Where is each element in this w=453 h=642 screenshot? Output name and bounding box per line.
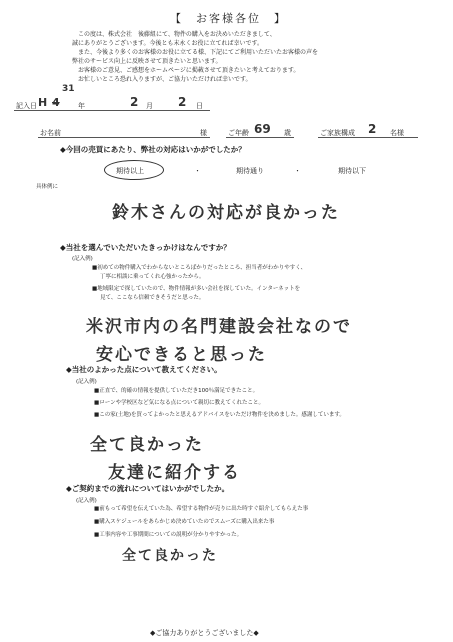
q4-example-label: (記入例): [76, 498, 97, 504]
q2-example-label: (記入例): [72, 256, 93, 262]
honorific: 様: [200, 129, 207, 137]
q4-question: ◆ご契約までの流れについてはいかがでしたか。: [66, 484, 230, 493]
q3-answer-line: 友達に紹介する: [108, 463, 241, 483]
age-value: 69: [254, 122, 271, 136]
intro-line: この度は、株式会社 後藤組にて、物件の購入をお決めいただきまして、: [78, 31, 276, 38]
age-unit: 歳: [284, 129, 291, 137]
q3-example-label: (記入例): [76, 379, 97, 385]
family-underline: [318, 137, 418, 138]
age-label: ご年齢: [228, 129, 249, 137]
year-struck-out: 4: [52, 96, 60, 109]
q1-separator: ・: [194, 167, 201, 175]
q1-option-below[interactable]: 期待以下: [338, 167, 366, 175]
era-handwritten: H: [38, 96, 48, 109]
year-correction: 31: [62, 84, 75, 94]
q2-example: ■初めての物件購入でわからないところばかりだったところ、担当者がわかりやすく、: [92, 265, 307, 271]
date-underline: [14, 110, 210, 111]
intro-paragraph: [72, 30, 412, 84]
name-label: お名前: [40, 129, 61, 137]
q1-option-above[interactable]: 期待以上: [116, 167, 144, 175]
q2-example: ■地域限定で探していたので、物件情報が多い会社を探していた。インターネットを: [92, 286, 301, 292]
q2-question: ◆当社を選んでいただいたきっかけはなんですか？: [60, 243, 231, 252]
family-unit: 名様: [390, 129, 404, 137]
q4-example: ■前もって希望を伝えていた為、希望する物件が売りに出た時すぐ紹介してもらえた事: [94, 506, 309, 512]
q2-answer-line: 安心できると思った: [96, 345, 267, 365]
intro-line: お客様のご意見、ご感想をホームページに掲載させて頂きたいと考えております。: [78, 67, 300, 74]
intro-line: 誠にありがとうございます。今後とも末永くお役に立てれば幸いです。: [72, 40, 264, 47]
q1-question: ◆今回の売買にあたり、弊社の対応はいかがでしたか？: [60, 145, 246, 154]
q3-example: ■正直で、的確の情報を提供していただき100％満足できたこと。: [94, 388, 259, 394]
q3-example: ■ローンや学校区など気になる点について親切に教えてくれたこと。: [94, 400, 264, 406]
day-value: 2: [178, 95, 187, 109]
q4-example: ■購入スケジュールをあらかじめ決めていたのでスムーズに購入出来た事: [94, 519, 275, 525]
q3-answer-line: 全て良かった: [90, 435, 204, 455]
q3-example: ■この家(土地)を買ってよかったと思えるアドバイスをいただけ物件を決めました。感謝しています。: [94, 412, 345, 418]
q2-answer-line: 米沢市内の名門建設会社なので: [86, 317, 352, 337]
family-value: 2: [368, 122, 377, 136]
family-label: ご家族構成: [320, 129, 355, 137]
q1-detail-label: 具体例に: [36, 184, 59, 190]
q2-example: 丁寧に相談に乗ってくれ心強かったから。: [100, 274, 205, 280]
q4-answer: 全て良かった: [122, 548, 218, 564]
year-label: 年: [78, 102, 85, 110]
q4-example: ■工事内容や工事期間についての説明が分かりやすかった。: [94, 532, 243, 538]
age-underline: [226, 137, 294, 138]
q3-question: ◆当社のよかった点について教えてください。: [66, 365, 222, 374]
intro-line: また、今後より多くのお客様のお役に立てる様、下記にてご利用いただいたお客様の声を: [78, 49, 319, 56]
date-label: 記入日: [16, 102, 37, 110]
name-underline: [38, 137, 210, 138]
page-title: 【 お客様各位 】: [170, 12, 287, 25]
footer-thanks: ◆ご協力ありがとうございました◆: [150, 629, 259, 637]
month-value: 2: [130, 95, 139, 109]
intro-line: 弊社のサービス向上に反映させて頂きたいと思います。: [72, 58, 222, 65]
month-label: 月: [146, 102, 153, 110]
q1-answer: 鈴木さんの対応が良かった: [112, 203, 340, 223]
q1-selected-circle: [104, 160, 164, 180]
q2-example: 見て、ここなら信頼できそうだと思った。: [100, 295, 205, 301]
q1-option-meets[interactable]: 期待通り: [236, 167, 264, 175]
intro-line: お忙しいところ恐れ入りますが、ご協力いただければ幸いです。: [78, 76, 252, 83]
q1-separator: ・: [294, 167, 301, 175]
day-label: 日: [196, 102, 203, 110]
